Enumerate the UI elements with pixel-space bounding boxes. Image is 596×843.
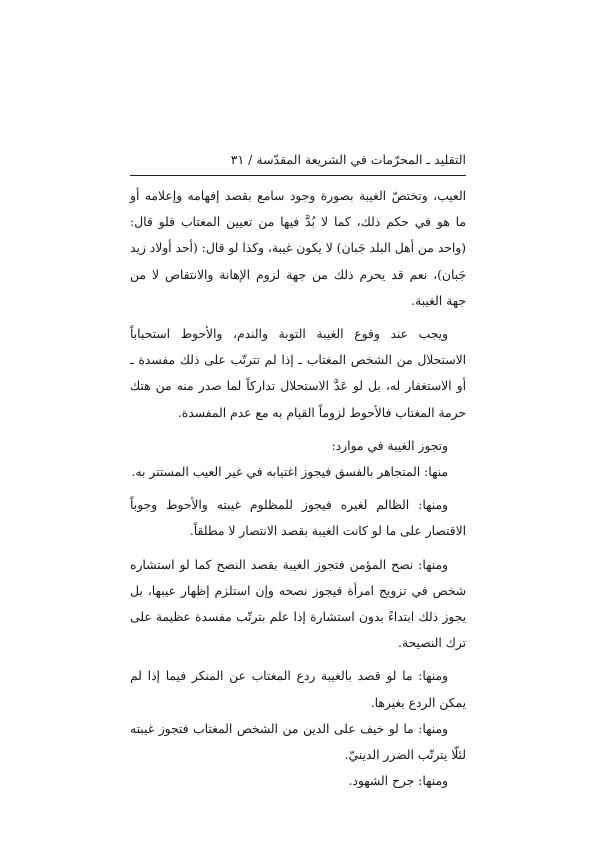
paragraph-exception-religion: ومنها: ما لو خيف على الدين من الشخص المغتاب فتجوز غيبته لئلّا يترتّب الضرر الدينيّ.	[130, 721, 466, 763]
running-header: التقليد ـ المحرّمات في الشريعة المقدّسة / ٣١	[230, 152, 466, 167]
paragraph-exception-advice: ومنها: نصح المؤمن فتجوز الغيبة بقصد النصح كما لو استشاره شخص في تزويج امرأة فيجوز نصحه وإن استلزم إظهار عيبها، بل يجوز ذلك ابتداءً بدون استشارة إذا علم بترتّب مفسدة عظيمة على ترك النصيحة.	[130, 557, 466, 651]
paragraph-repentance: ويجب عند وقوع الغيبة التوبة والندم، والأحوط استحباباً الاستحلال من الشخص المغتاب ـ إذا لم تترتّب على ذلك مفسدة ـ أو الاستغفار له، بل لو عَدَّ الاستحلال تداركاً لما صدر منه من هتك حرمة المغتاب فالأحوط لزوماً القيام به مع عدم المفسدة.	[130, 327, 467, 420]
header-divider	[130, 175, 466, 176]
paragraph-exceptions-intro: وتجوز الغيبة في موارد:	[331, 438, 448, 453]
paragraph-exception-open-sinner: منها: المتجاهر بالفسق فيجوز اغتيابه في غير العيب المستتر به.	[131, 465, 448, 480]
paragraph-exception-deterrence: ومنها: ما لو قصد بالغيبة ردع المغتاب عن المنكر فيما إذا لم يمكن الردع بغيرها.	[130, 669, 466, 710]
paragraph-exception-witnesses: ومنها: جرح الشهود.	[348, 774, 448, 789]
paragraph-continuation: العيب، وتختصّ الغيبة بصورة وجود سامع بقصد إفهامه وإعلامه أو ما هو في حكم ذلك، كما لا بُدَّ فيها من تعيين المغتاب فلو قال: (واحد من أهل البلد جَبان) لا يكون غيبة، وكذا لو قال: (أحد أولاد زيد جَبان)، نعم قد يحرم ذلك من جهة لزوم الإهانة والانتقاص لا من جهة الغيبة.	[130, 189, 466, 308]
paragraph-exception-oppressor: ومنها: الظالم لغيره فيجوز للمظلوم غيبته والأحوط وجوباً الاقتصار على ما لو كانت الغيبة بقصد الانتصار لا مطلقاً.	[130, 498, 466, 539]
page-body	[130, 183, 466, 794]
